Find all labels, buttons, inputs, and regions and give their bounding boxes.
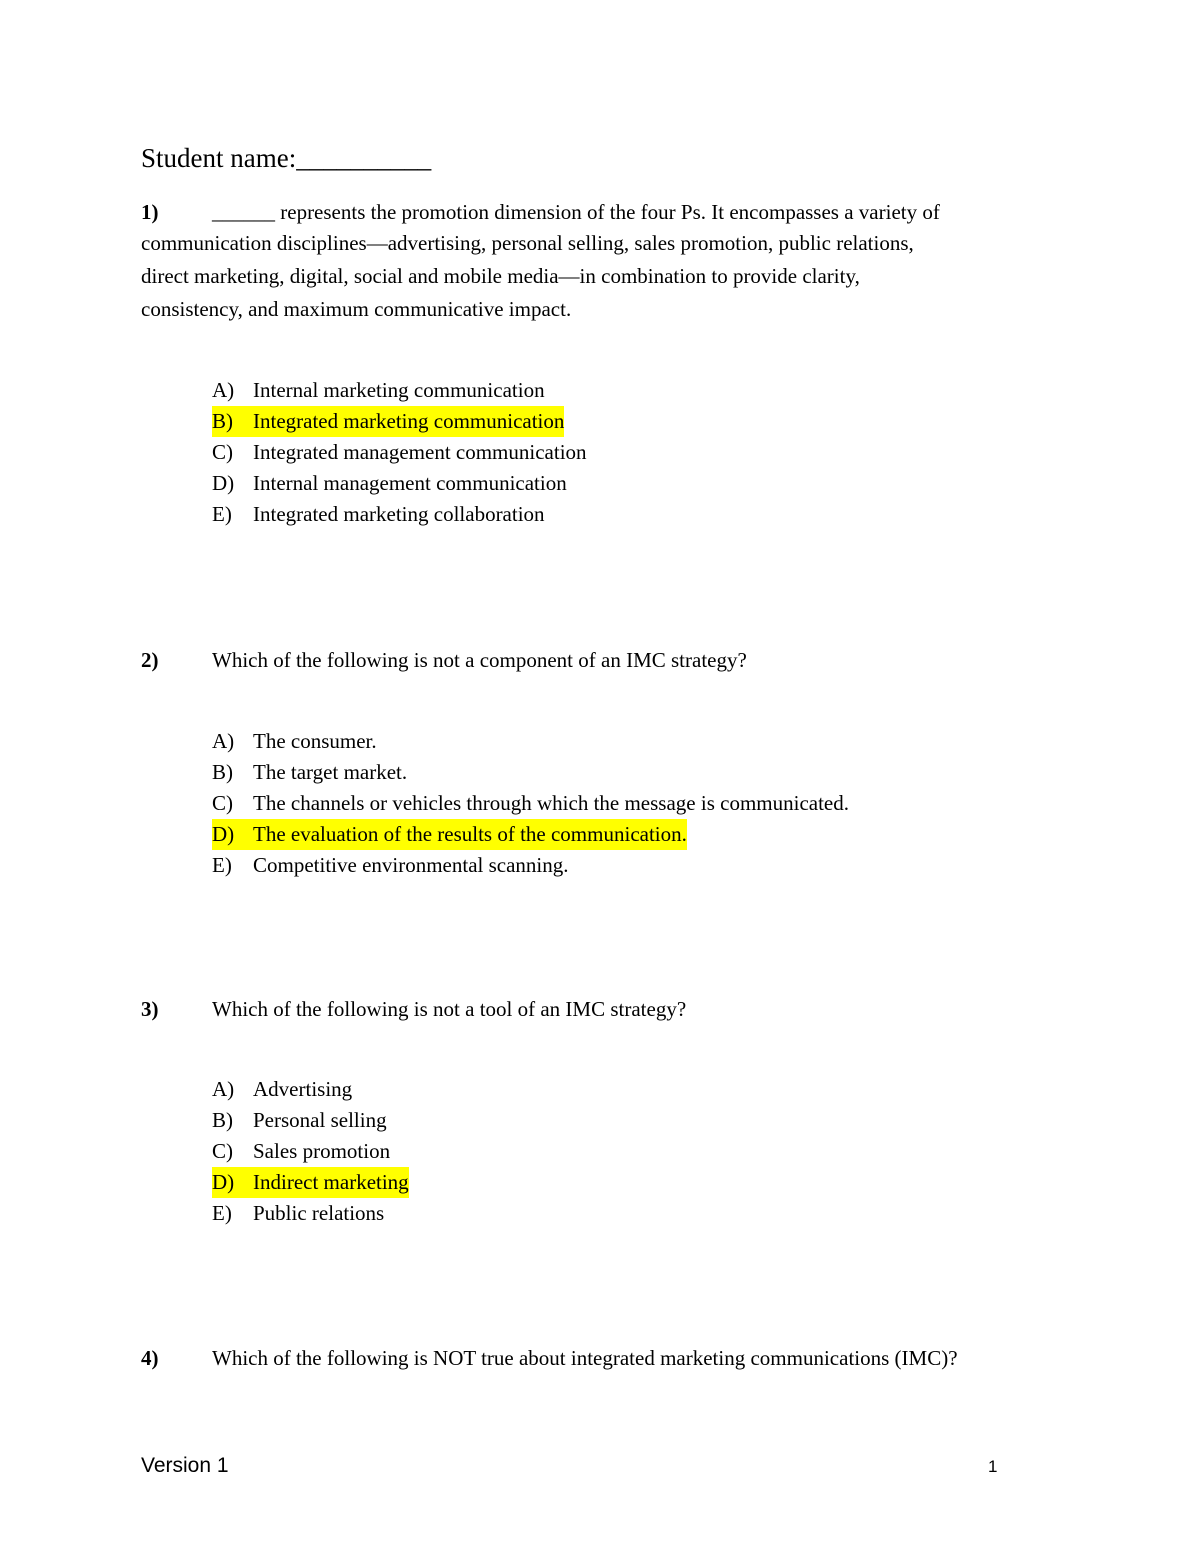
option-letter: D): [212, 1170, 235, 1194]
option-letter: E): [212, 853, 232, 877]
question-1-option-c: [212, 437, 587, 468]
question-1-option-b-answer: [212, 406, 587, 437]
option-text: The target market.: [253, 760, 408, 784]
answer-highlight: [212, 406, 564, 437]
question-1-option-a: [212, 375, 587, 406]
question-3-option-b: [212, 1105, 409, 1136]
option-text: The channels or vehicles through which the message is communicated.: [253, 791, 849, 815]
option-text: Integrated marketing collaboration: [253, 502, 545, 526]
option-letter: C): [212, 440, 233, 464]
question-1-text-line-4: consistency, and maximum communicative impact.: [141, 297, 572, 321]
question-3-options: [212, 1074, 409, 1229]
question-4-number: 4): [141, 1346, 159, 1370]
footer-page-number: 1: [988, 1457, 998, 1476]
option-letter: D): [212, 822, 235, 846]
question-4-text: Which of the following is NOT true about integrated marketing communications (IMC)?: [212, 1346, 958, 1370]
option-text: Indirect marketing: [253, 1170, 409, 1194]
student-name-line: Student name:__________: [141, 143, 432, 173]
question-2-option-a: [212, 726, 849, 757]
option-letter: B): [212, 409, 233, 433]
question-3-option-a: [212, 1074, 409, 1105]
question-2-text: Which of the following is not a component of an IMC strategy?: [212, 648, 747, 672]
question-2-option-d-answer: [212, 819, 849, 850]
question-1-options: [212, 375, 587, 530]
question-1-text-line-1: ______ represents the promotion dimension of the four Ps. It encompasses a variety of: [212, 200, 940, 224]
question-2-option-c: [212, 788, 849, 819]
question-1-text-continued: [141, 227, 1061, 326]
option-text: The consumer.: [253, 729, 377, 753]
question-1-text-line-2: communication disciplines—advertising, personal selling, sales promotion, public relations,: [141, 231, 914, 255]
option-letter: A): [212, 378, 235, 402]
question-2-options: [212, 726, 849, 881]
question-1-option-e: [212, 499, 587, 530]
question-1-text-line-3: direct marketing, digital, social and mobile media—in combination to provide clarity,: [141, 264, 860, 288]
option-text: Internal marketing communication: [253, 378, 545, 402]
question-1-number: 1): [141, 200, 159, 224]
question-1-option-d: [212, 468, 587, 499]
option-text: Integrated management communication: [253, 440, 587, 464]
option-letter: C): [212, 791, 233, 815]
option-letter: E): [212, 502, 232, 526]
option-text: Internal management communication: [253, 471, 567, 495]
question-3-option-c: [212, 1136, 409, 1167]
question-3-number: 3): [141, 997, 159, 1021]
option-letter: B): [212, 1108, 233, 1132]
option-text: Sales promotion: [253, 1139, 391, 1163]
question-3-option-d-answer: [212, 1167, 409, 1198]
answer-highlight: [212, 819, 687, 850]
answer-highlight: [212, 1167, 409, 1198]
question-3-option-e: [212, 1198, 409, 1229]
option-letter: A): [212, 729, 235, 753]
option-text: The evaluation of the results of the communication.: [253, 822, 687, 846]
option-text: Advertising: [253, 1077, 353, 1101]
option-letter: B): [212, 760, 233, 784]
question-3-text: Which of the following is not a tool of an IMC strategy?: [212, 997, 687, 1021]
option-text: Personal selling: [253, 1108, 387, 1132]
option-letter: D): [212, 471, 235, 495]
option-text: Public relations: [253, 1201, 385, 1225]
option-text: Integrated marketing communication: [253, 409, 565, 433]
option-letter: E): [212, 1201, 232, 1225]
question-2-option-e: [212, 850, 849, 881]
question-2-option-b: [212, 757, 849, 788]
question-2-number: 2): [141, 648, 159, 672]
option-letter: C): [212, 1139, 233, 1163]
option-letter: A): [212, 1077, 235, 1101]
option-text: Competitive environmental scanning.: [253, 853, 569, 877]
footer-version: Version 1: [141, 1454, 229, 1477]
